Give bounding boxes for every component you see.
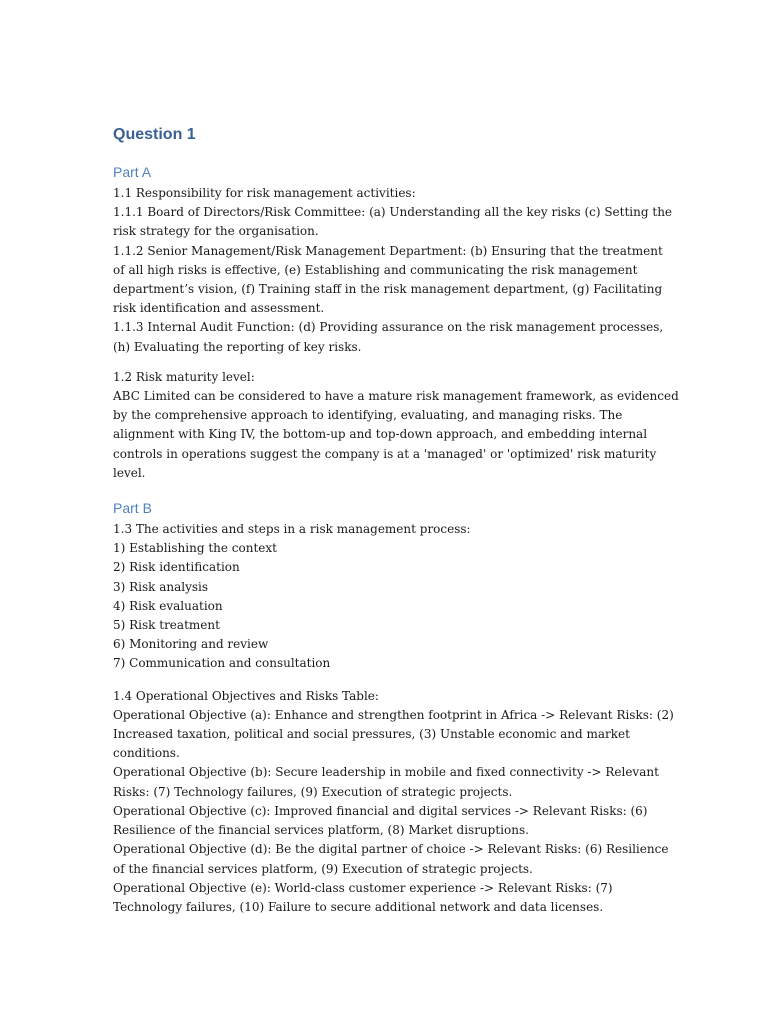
- section-1-4-line: Increased taxation, political and social pressures, (3) Unstable economic and market: [113, 727, 630, 742]
- section-1-4-line: of the financial services platform, (9) Execution of strategic projects.: [113, 861, 533, 876]
- part-b-heading: Part B: [113, 500, 152, 517]
- section-1-4-line: 1.4 Operational Objectives and Risks Table:: [113, 688, 379, 703]
- section-1-1-line: 1.1.3 Internal Audit Function: (d) Providing assurance on the risk management processes,: [113, 320, 664, 335]
- part-a-heading: Part A: [113, 164, 152, 180]
- section-1-4-line: Operational Objective (a): Enhance and strengthen footprint in Africa -> Relevant Risks: (2): [113, 707, 674, 722]
- section-1-3: [113, 520, 658, 674]
- process-step: 2) Risk identification: [113, 560, 240, 575]
- section-1-1: [113, 184, 673, 357]
- section-1-4-line: Operational Objective (e): World-class customer experience -> Relevant Risks: (7): [113, 880, 613, 895]
- process-step: 6) Monitoring and review: [113, 637, 269, 652]
- section-1-2-line: level.: [113, 465, 146, 480]
- section-1-4: [113, 687, 674, 917]
- section-1-2-line: alignment with King IV, the bottom-up and top-down approach, and embedding internal: [113, 427, 648, 442]
- section-1-2-line: by the comprehensive approach to identifying, evaluating, and managing risks. The: [113, 408, 623, 423]
- section-1-1-line: risk identification and assessment.: [113, 301, 325, 316]
- section-1-1-line: (h) Evaluating the reporting of key risks.: [113, 339, 362, 354]
- section-1-4-line: Resilience of the financial services platform, (8) Market disruptions.: [113, 823, 529, 838]
- section-1-4-line: Risks: (7) Technology failures, (9) Execution of strategic projects.: [113, 784, 513, 799]
- section-1-1-line: 1.1.1 Board of Directors/Risk Committee: (a) Understanding all the key risks (c) Setting the: [113, 205, 673, 220]
- process-step: 1) Establishing the context: [113, 541, 277, 556]
- section-1-3-line: 1.3 The activities and steps in a risk management process:: [113, 522, 471, 537]
- section-1-2-line: ABC Limited can be considered to have a mature risk management framework, as evidenced: [113, 389, 679, 404]
- process-step: 3) Risk analysis: [113, 579, 209, 594]
- section-1-1-line: 1.1 Responsibility for risk management activities:: [113, 186, 416, 200]
- section-1-4-line: conditions.: [113, 746, 180, 761]
- section-1-4-line: Operational Objective (b): Secure leadership in mobile and fixed connectivity -> Relevant: [113, 765, 659, 780]
- section-1-4-line: Operational Objective (c): Improved financial and digital services -> Relevant Risks: (6): [113, 803, 648, 818]
- section-1-4-line: Operational Objective (d): Be the digital partner of choice -> Relevant Risks: (6) Resilience: [113, 842, 669, 857]
- section-1-1-line: department’s vision, (f) Training staff in the risk management department, (g) Facilitating: [113, 282, 663, 297]
- question-title: Question 1: [113, 126, 196, 143]
- section-1-2-line: controls in operations suggest the company is at a 'managed' or 'optimized' risk maturity: [113, 446, 657, 461]
- section-1-2: [113, 368, 679, 483]
- section-1-1-line: 1.1.2 Senior Management/Risk Management Department: (b) Ensuring that the treatment: [113, 243, 663, 258]
- section-1-4-line: Technology failures, (10) Failure to secure additional network and data licenses.: [113, 899, 604, 914]
- section-1-2-line: 1.2 Risk maturity level:: [113, 369, 255, 384]
- process-step: 7) Communication and consultation: [113, 656, 331, 671]
- section-1-1-line: risk strategy for the organisation.: [113, 224, 319, 239]
- process-step: 4) Risk evaluation: [113, 598, 223, 613]
- process-step: 5) Risk treatment: [113, 618, 220, 633]
- section-1-1-line: of all high risks is effective, (e) Establishing and communicating the risk management: [113, 262, 638, 277]
- document-body: [113, 124, 679, 928]
